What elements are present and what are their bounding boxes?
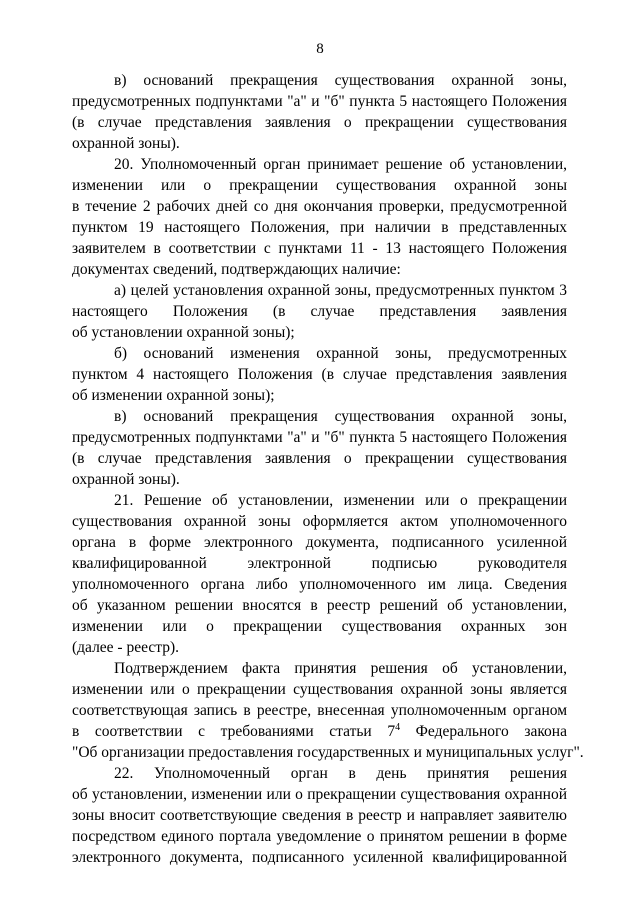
text-line: документах сведений, подтверждающих наличие: [72,261,401,278]
text-line: органа в форме электронного документа, подписанного усиленной [72,534,567,551]
paragraph-6 [72,490,567,658]
text-fragment: в соответствии с требованиями статьи 7 [72,723,396,740]
text-line: б) оснований изменения охранной зоны, предусмотренных [114,345,567,362]
text-line-with-footnote [72,721,567,742]
document-body [72,70,584,868]
paragraph-8 [72,763,567,868]
text-line: (в случае представления заявления о прекращении существования [72,450,567,467]
text-line: пунктом 4 настоящего Положения (в случае представления заявления [72,366,567,383]
superscript-reference: 4 [395,721,401,733]
text-line: заявителем в соответствии с пунктами 11 - 13 настоящего Положения [72,240,567,257]
text-line: уполномоченного органа либо уполномоченного им лица. Сведения [72,576,567,593]
text-line: посредством единого портала уведомление о принятом решении в форме [72,828,567,845]
text-line: электронного документа, подписанного усиленной квалифицированной [72,849,567,866]
paragraph-2 [72,154,567,280]
text-line: "Об организации предоставления государственных и муниципальных услуг". [72,744,584,761]
text-line: 22. Уполномоченный орган в день принятия решения [114,765,567,782]
text-line: настоящего Положения (в случае представления заявления [72,303,567,320]
text-line: 21. Решение об установлении, изменении или о прекращении [114,492,567,509]
text-line: (далее - реестр). [72,639,179,656]
paragraph-5 [72,406,567,490]
text-line: охранной зоны). [72,135,180,152]
text-line: об установлении, изменении или о прекращении существования охранной [72,786,567,803]
page-number: 8 [316,41,324,57]
paragraph-1 [72,70,567,154]
paragraph-4 [72,343,567,406]
text-line: Подтверждением факта принятия решения об установлении, [114,660,567,677]
paragraph-7 [72,658,584,763]
text-line: об установлении охранной зоны); [72,324,295,341]
text-line: а) целей установления охранной зоны, предусмотренных пунктом 3 [114,282,567,299]
text-line: изменении или о прекращении существования охранной зоны является [72,681,567,698]
text-line: в) оснований прекращения существования охранной зоны, [114,408,567,425]
text-line: изменении или о прекращении существования охранных зон [72,618,567,635]
text-line: соответствующая запись в реестре, внесенная уполномоченным органом [72,702,567,719]
text-line: (в случае представления заявления о прекращении существования [72,114,567,131]
text-line: 20. Уполномоченный орган принимает решение об установлении, [114,156,567,173]
text-line: пунктом 19 настоящего Положения, при наличии в представленных [72,219,567,236]
text-line: квалифицированной электронной подписью руководителя [72,555,567,572]
text-line: об изменении охранной зоны); [72,387,275,404]
text-line: об указанном решении вносятся в реестр решений об установлении, [72,597,567,614]
text-line: существования охранной зоны оформляется актом уполномоченного [72,513,567,530]
text-line: в течение 2 рабочих дней со дня окончания проверки, предусмотренной [72,198,567,215]
text-line: предусмотренных подпунктами "а" и "б" пункта 5 настоящего Положения [72,429,567,446]
text-line: предусмотренных подпунктами "а" и "б" пункта 5 настоящего Положения [72,93,567,110]
text-fragment: Федерального закона [400,723,567,740]
paragraph-3 [72,280,567,343]
text-line: зоны вносит соответствующие сведения в реестр и направляет заявителю [72,807,567,824]
text-line: охранной зоны). [72,471,180,488]
text-line: в) оснований прекращения существования охранной зоны, [114,72,567,89]
text-line: изменении или о прекращении существования охранной зоны [72,177,567,194]
